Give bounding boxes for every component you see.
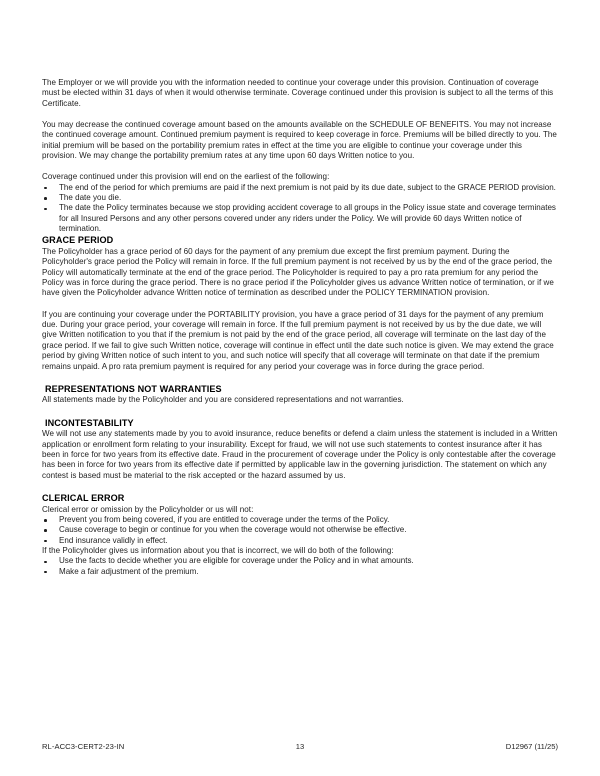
clerical-error-bullet-list-2 bbox=[42, 556, 558, 577]
bullet-icon bbox=[44, 529, 47, 532]
section-heading-incontestability: INCONTESTABILITY bbox=[45, 417, 134, 428]
clerical-error-lead-in-2: If the Policyholder gives us information about you that is incorrect, we will do both of the following: bbox=[42, 546, 394, 556]
page-content bbox=[42, 78, 558, 577]
section-heading-grace-period: GRACE PERIOD bbox=[42, 235, 114, 246]
list-item bbox=[42, 515, 558, 525]
grace-period-paragraph-1: The Policyholder has a grace period of 60 days for the payment of any premium due except the first premium payment. During the Policyholder's grace period the Policy will remain in force. If the full premium payment is not received by us by the end of the grace period, the Policy will automatically terminate at the end of the grace period. The Policyholder is required to pay a pro rata premium for any period the Policy was in force during the grace period. There is no grace period if the Policyholder gives us advance Written notice of termination, or if we have given the Policyholder advance Written notice of termination as described under the POLICY TERMINATION provision. bbox=[42, 247, 554, 298]
bullet-icon bbox=[44, 571, 47, 574]
grace-period-paragraph-2: If you are continuing your coverage under the PORTABILITY provision, you have a grace period of 31 days for the payment of any premium due. During your grace period, your coverage will remain in force. If the full premium payment is not received by us by the due date, we will give Written notification to you that if the premium is not paid by the end of the grace period, all coverage will terminate on the last day of the grace period. If we fail to give such Written notice, coverage will continue in effect until the date such notice is given. We may extend the grace period by giving Written notice of such intent to you, and such notice will specify that all coverage will terminate on that date if the premium remains unpaid. A pro rata premium payment is required for any period your coverage was in force during the grace period. bbox=[42, 309, 554, 371]
bullet-icon bbox=[44, 561, 47, 564]
list-item-text: The date you die. bbox=[59, 193, 122, 203]
clerical-error-bullet-list-1 bbox=[42, 515, 558, 546]
list-item-text: Prevent you from being covered, if you are entitled to coverage under the terms of the Policy. bbox=[59, 515, 390, 525]
list-item bbox=[42, 556, 558, 566]
list-item bbox=[42, 525, 558, 535]
list-item-text: End insurance validly in effect. bbox=[59, 535, 168, 545]
section-heading-clerical-error: CLERICAL ERROR bbox=[42, 493, 125, 504]
list-item-text: The end of the period for which premiums are paid if the next premium is not paid by its due date, subject to the GRACE PERIOD provision. bbox=[59, 182, 556, 192]
list-item-text: Make a fair adjustment of the premium. bbox=[59, 566, 199, 576]
representations-not-warranties-paragraph-1: All statements made by the Policyholder and you are considered representations and not warranties. bbox=[42, 395, 404, 405]
list-item bbox=[42, 567, 558, 577]
bullet-icon bbox=[44, 208, 47, 211]
list-item bbox=[42, 193, 558, 203]
portability-paragraph-2: You may decrease the continued coverage amount based on the amounts available on the SCHEDULE OF BENEFITS. You may not increase the continued coverage amount. Continued premium payment is required to keep coverage in force. Premiums will be billed directly to you. The initial premium will be based on the portability premium rates in effect at the time you are eligible to continue your coverage under this provision. We may change the portability premium rates at any time upon 60 days Written notice to you. bbox=[42, 120, 557, 161]
list-item-text: Cause coverage to begin or continue for you when the coverage would not otherwise be effective. bbox=[59, 525, 407, 535]
list-item-text: Use the facts to decide whether you are eligible for coverage under the Policy and in what amounts. bbox=[59, 556, 414, 566]
termination-lead-in: Coverage continued under this provision will end on the earliest of the following: bbox=[42, 172, 330, 182]
incontestability-paragraph-1: We will not use any statements made by you to avoid insurance, reduce benefits or defend a claim unless the statement is included in a Written application or enrollment form relating to your insurability. Except for fraud, we will not use such statements to contest insurance after it has been in force for two years from its effective date. Fraud in the procurement of coverage under the Policy is only contestable after the coverage has been in force for two years from its effective date if permitted by applicable law in the governing jurisdiction. The statement on which any contest is based must be material to the risk accepted or the hazard assumed by us. bbox=[42, 429, 558, 480]
list-item bbox=[42, 536, 558, 546]
clerical-error-lead-in-1: Clerical error or omission by the Policyholder or us will not: bbox=[42, 504, 254, 514]
bullet-icon bbox=[44, 197, 47, 200]
bullet-icon bbox=[44, 519, 47, 522]
footer-page-number: 13 bbox=[295, 742, 305, 751]
list-item-text: The date the Policy terminates because we stop providing accident coverage to all groups in the Policy issue state and coverage terminates for all Insured Persons and any other persons covered under any riders under the Policy. We will provide 60 days Written notice of termination. bbox=[59, 203, 556, 234]
portability-paragraph-1: The Employer or we will provide you with the information needed to continue your coverage under this provision. Continuation of coverage must be elected within 31 days of when it would otherwise terminate. Coverage continued under this provision is subject to all the terms of this Certificate. bbox=[42, 78, 554, 108]
list-item bbox=[42, 203, 558, 234]
footer-document-code: D12967 (11/25) bbox=[505, 742, 558, 751]
termination-bullet-list bbox=[42, 183, 558, 235]
section-heading-representations-not-warranties: REPRESENTATIONS NOT WARRANTIES bbox=[45, 383, 222, 394]
bullet-icon bbox=[44, 540, 47, 543]
bullet-icon bbox=[44, 187, 47, 190]
list-item bbox=[42, 183, 558, 193]
footer-form-number: RL-ACC3-CERT2-23-IN bbox=[42, 742, 125, 751]
